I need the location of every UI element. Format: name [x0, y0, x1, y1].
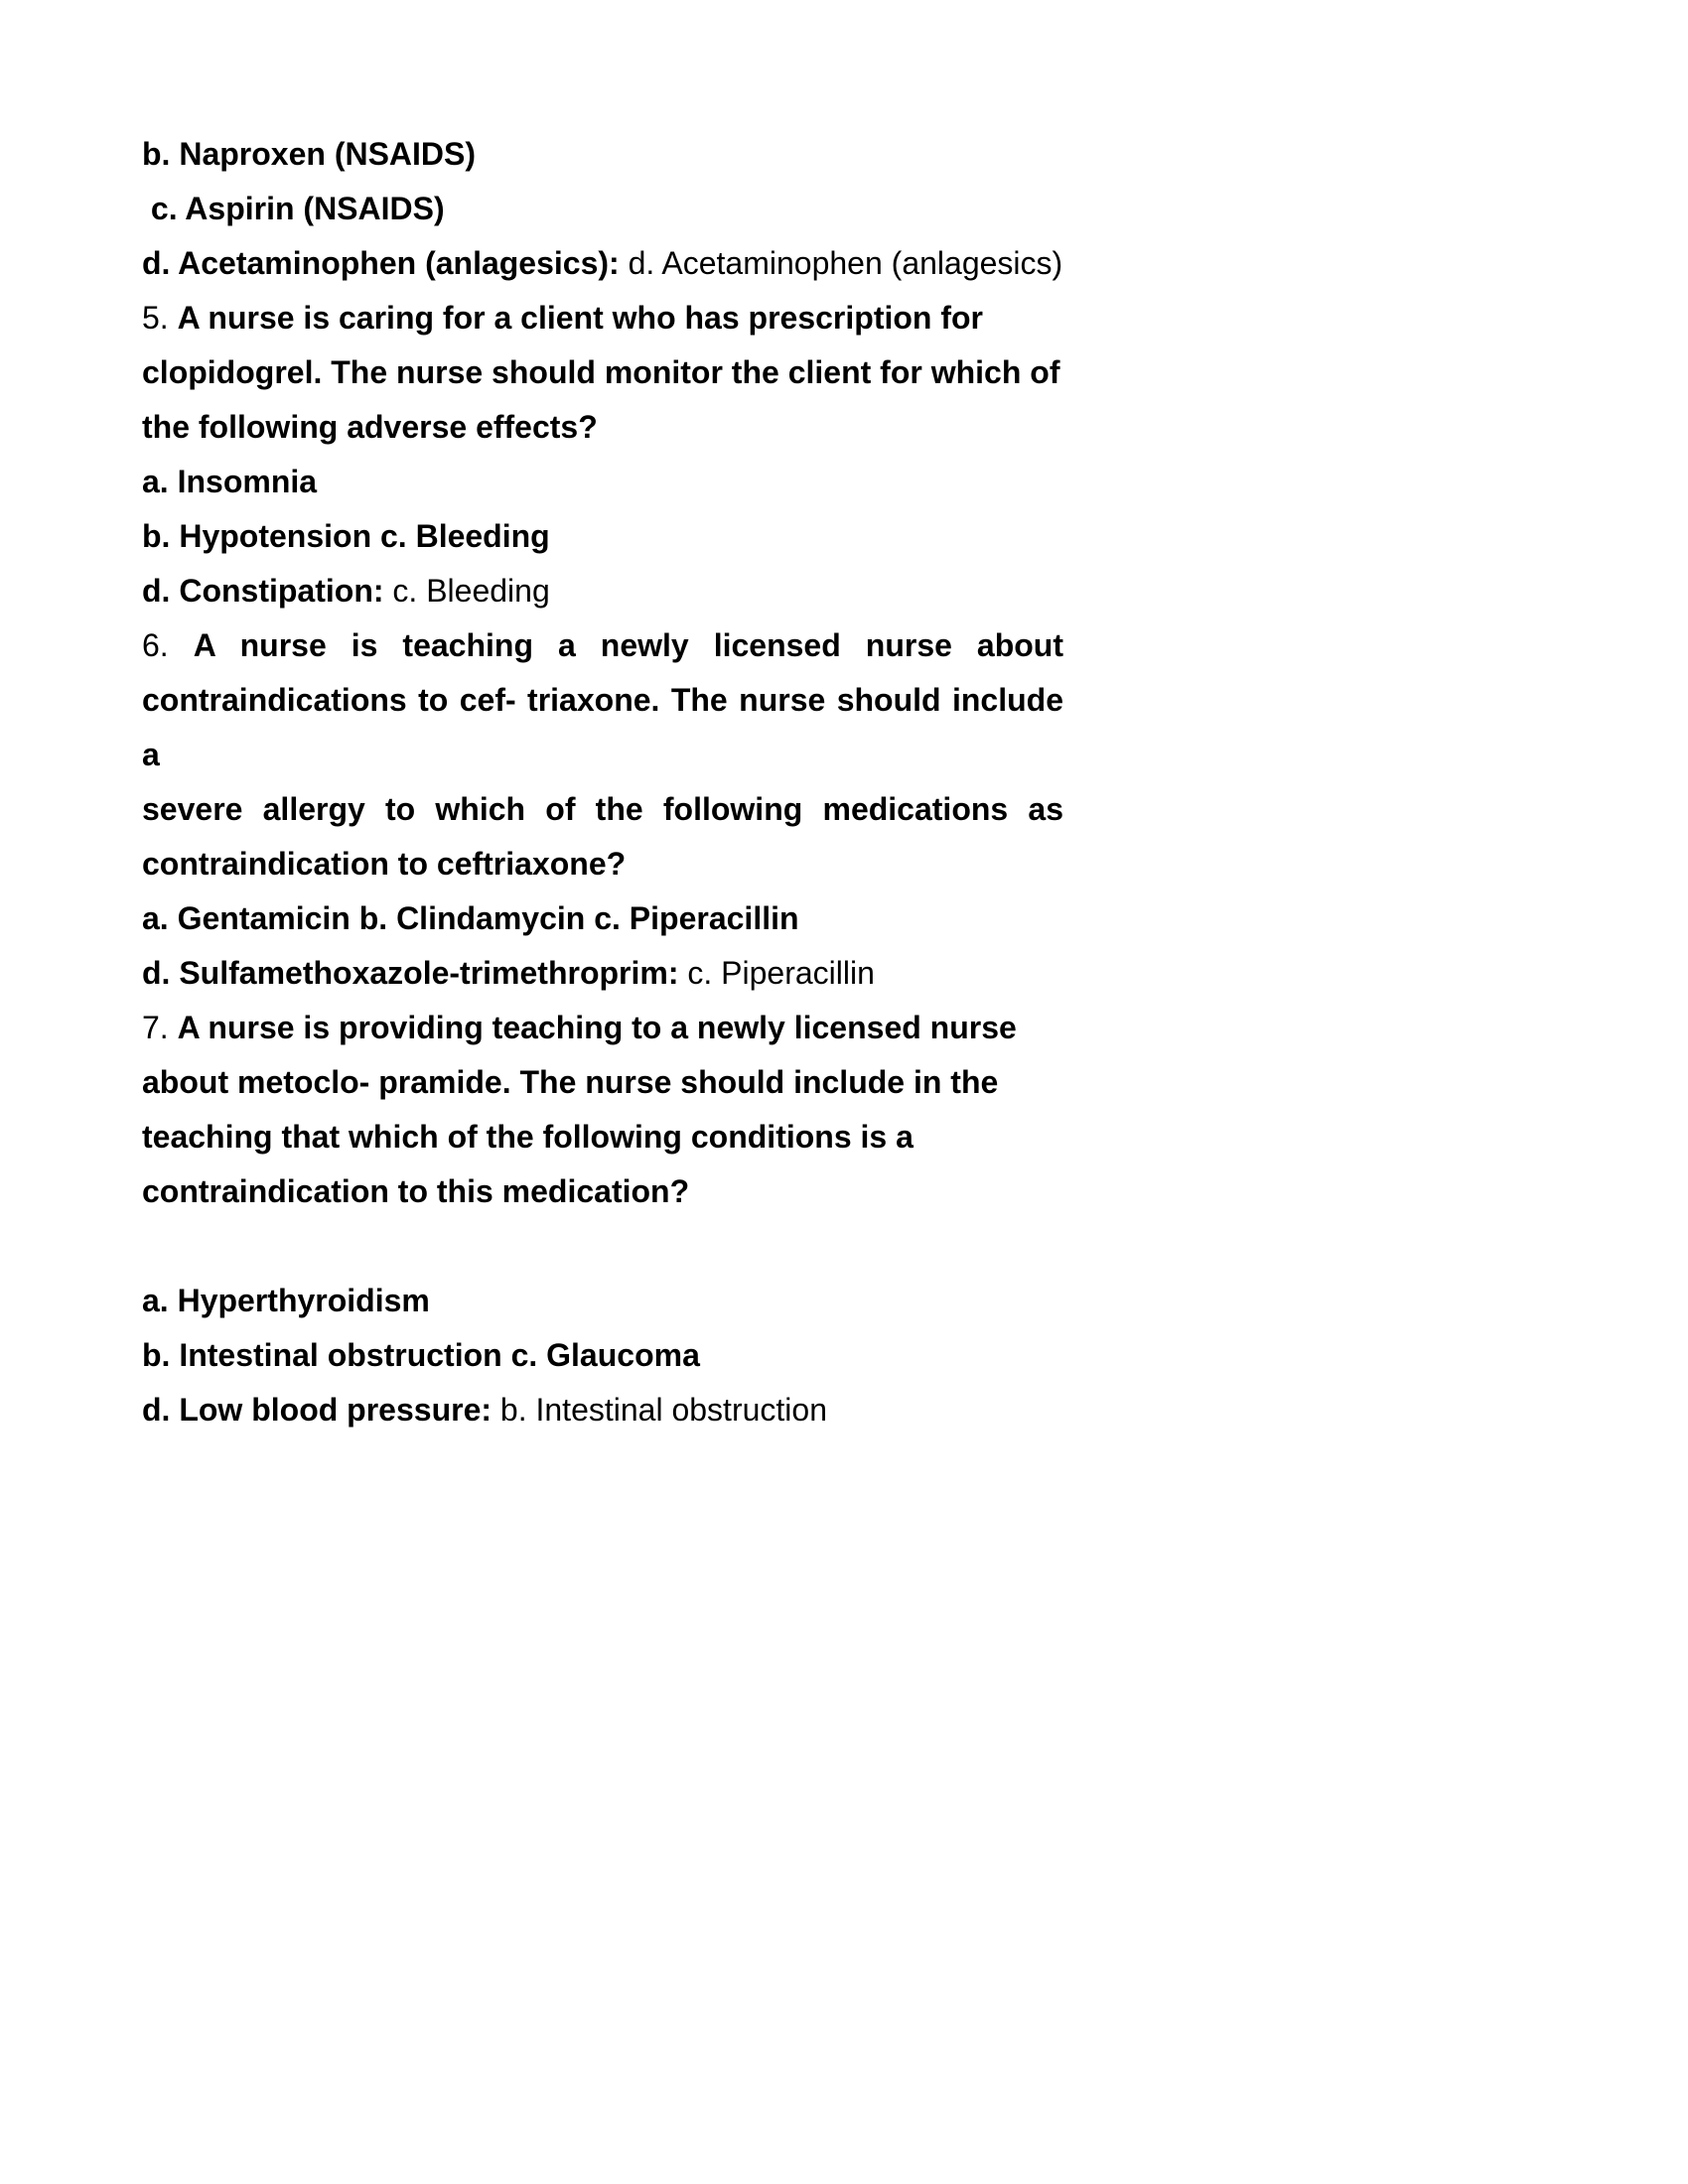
text-segment: 7.	[142, 1010, 178, 1045]
text-segment: b. Hypotension c. Bleeding	[142, 518, 550, 554]
text-segment: c. Aspirin (NSAIDS)	[142, 191, 445, 226]
text-segment: b. Naproxen (NSAIDS)	[142, 136, 477, 172]
text-segment: d. Acetaminophen (anlagesics):	[142, 245, 629, 281]
text-line	[142, 891, 1063, 946]
text-line	[142, 1164, 1063, 1219]
text-line	[142, 564, 1063, 618]
text-segment: a. Insomnia	[142, 464, 318, 499]
text-segment: severe allergy to which of the following medications as	[142, 791, 1063, 827]
text-line	[142, 782, 1063, 837]
text-line	[142, 1328, 1063, 1383]
document-content	[142, 127, 1063, 1437]
text-segment: d. Low blood pressure:	[142, 1392, 500, 1428]
text-segment: about metoclo- pramide. The nurse should include in the	[142, 1064, 999, 1100]
text-segment: a. Gentamicin b. Clindamycin c. Piperacillin	[142, 900, 799, 936]
text-segment: b. Intestinal obstruction	[499, 1392, 827, 1428]
text-segment: a. Hyperthyroidism	[142, 1283, 430, 1318]
text-line	[142, 946, 1063, 1001]
text-segment: A nurse is teaching a newly licensed nurse about	[193, 627, 1064, 663]
text-segment: clopidogrel. The nurse should monitor the client for which of	[142, 354, 1060, 390]
text-line	[142, 291, 1063, 345]
text-line	[142, 1001, 1063, 1055]
text-line	[142, 127, 1063, 182]
text-segment: A nurse is caring for a client who has prescription for	[177, 300, 983, 336]
text-segment: contraindications to cef- triaxone. The nurse should include a	[142, 682, 1063, 772]
text-line	[142, 236, 1063, 291]
text-segment: b. Intestinal obstruction c. Glaucoma	[142, 1337, 700, 1373]
text-segment: c. Piperacillin	[687, 955, 875, 991]
text-segment: teaching that which of the following conditions is a	[142, 1119, 914, 1155]
text-line	[142, 1274, 1063, 1328]
text-line	[142, 509, 1063, 564]
text-segment: c. Bleeding	[392, 573, 550, 609]
text-segment: 6.	[142, 627, 194, 663]
text-line	[142, 1055, 1063, 1110]
text-line	[142, 837, 1063, 891]
text-segment: A nurse is providing teaching to a newly licensed nurse	[177, 1010, 1017, 1045]
text-line	[142, 618, 1063, 673]
text-line	[142, 455, 1063, 509]
text-segment: d. Acetaminophen (anlagesics)	[628, 245, 1063, 281]
text-segment: d. Sulfamethoxazole-trimethroprim:	[142, 955, 688, 991]
text-segment: contraindication to this medication?	[142, 1173, 690, 1209]
text-line	[142, 1110, 1063, 1164]
text-line	[142, 673, 1063, 782]
blank-line	[142, 1219, 1063, 1274]
text-segment: d. Constipation:	[142, 573, 393, 609]
text-line	[142, 1383, 1063, 1437]
text-segment: the following adverse effects?	[142, 409, 598, 445]
text-line	[142, 345, 1063, 400]
text-segment: contraindication to ceftriaxone?	[142, 846, 627, 882]
text-line	[142, 400, 1063, 455]
text-segment: 5.	[142, 300, 178, 336]
text-line	[142, 182, 1063, 236]
